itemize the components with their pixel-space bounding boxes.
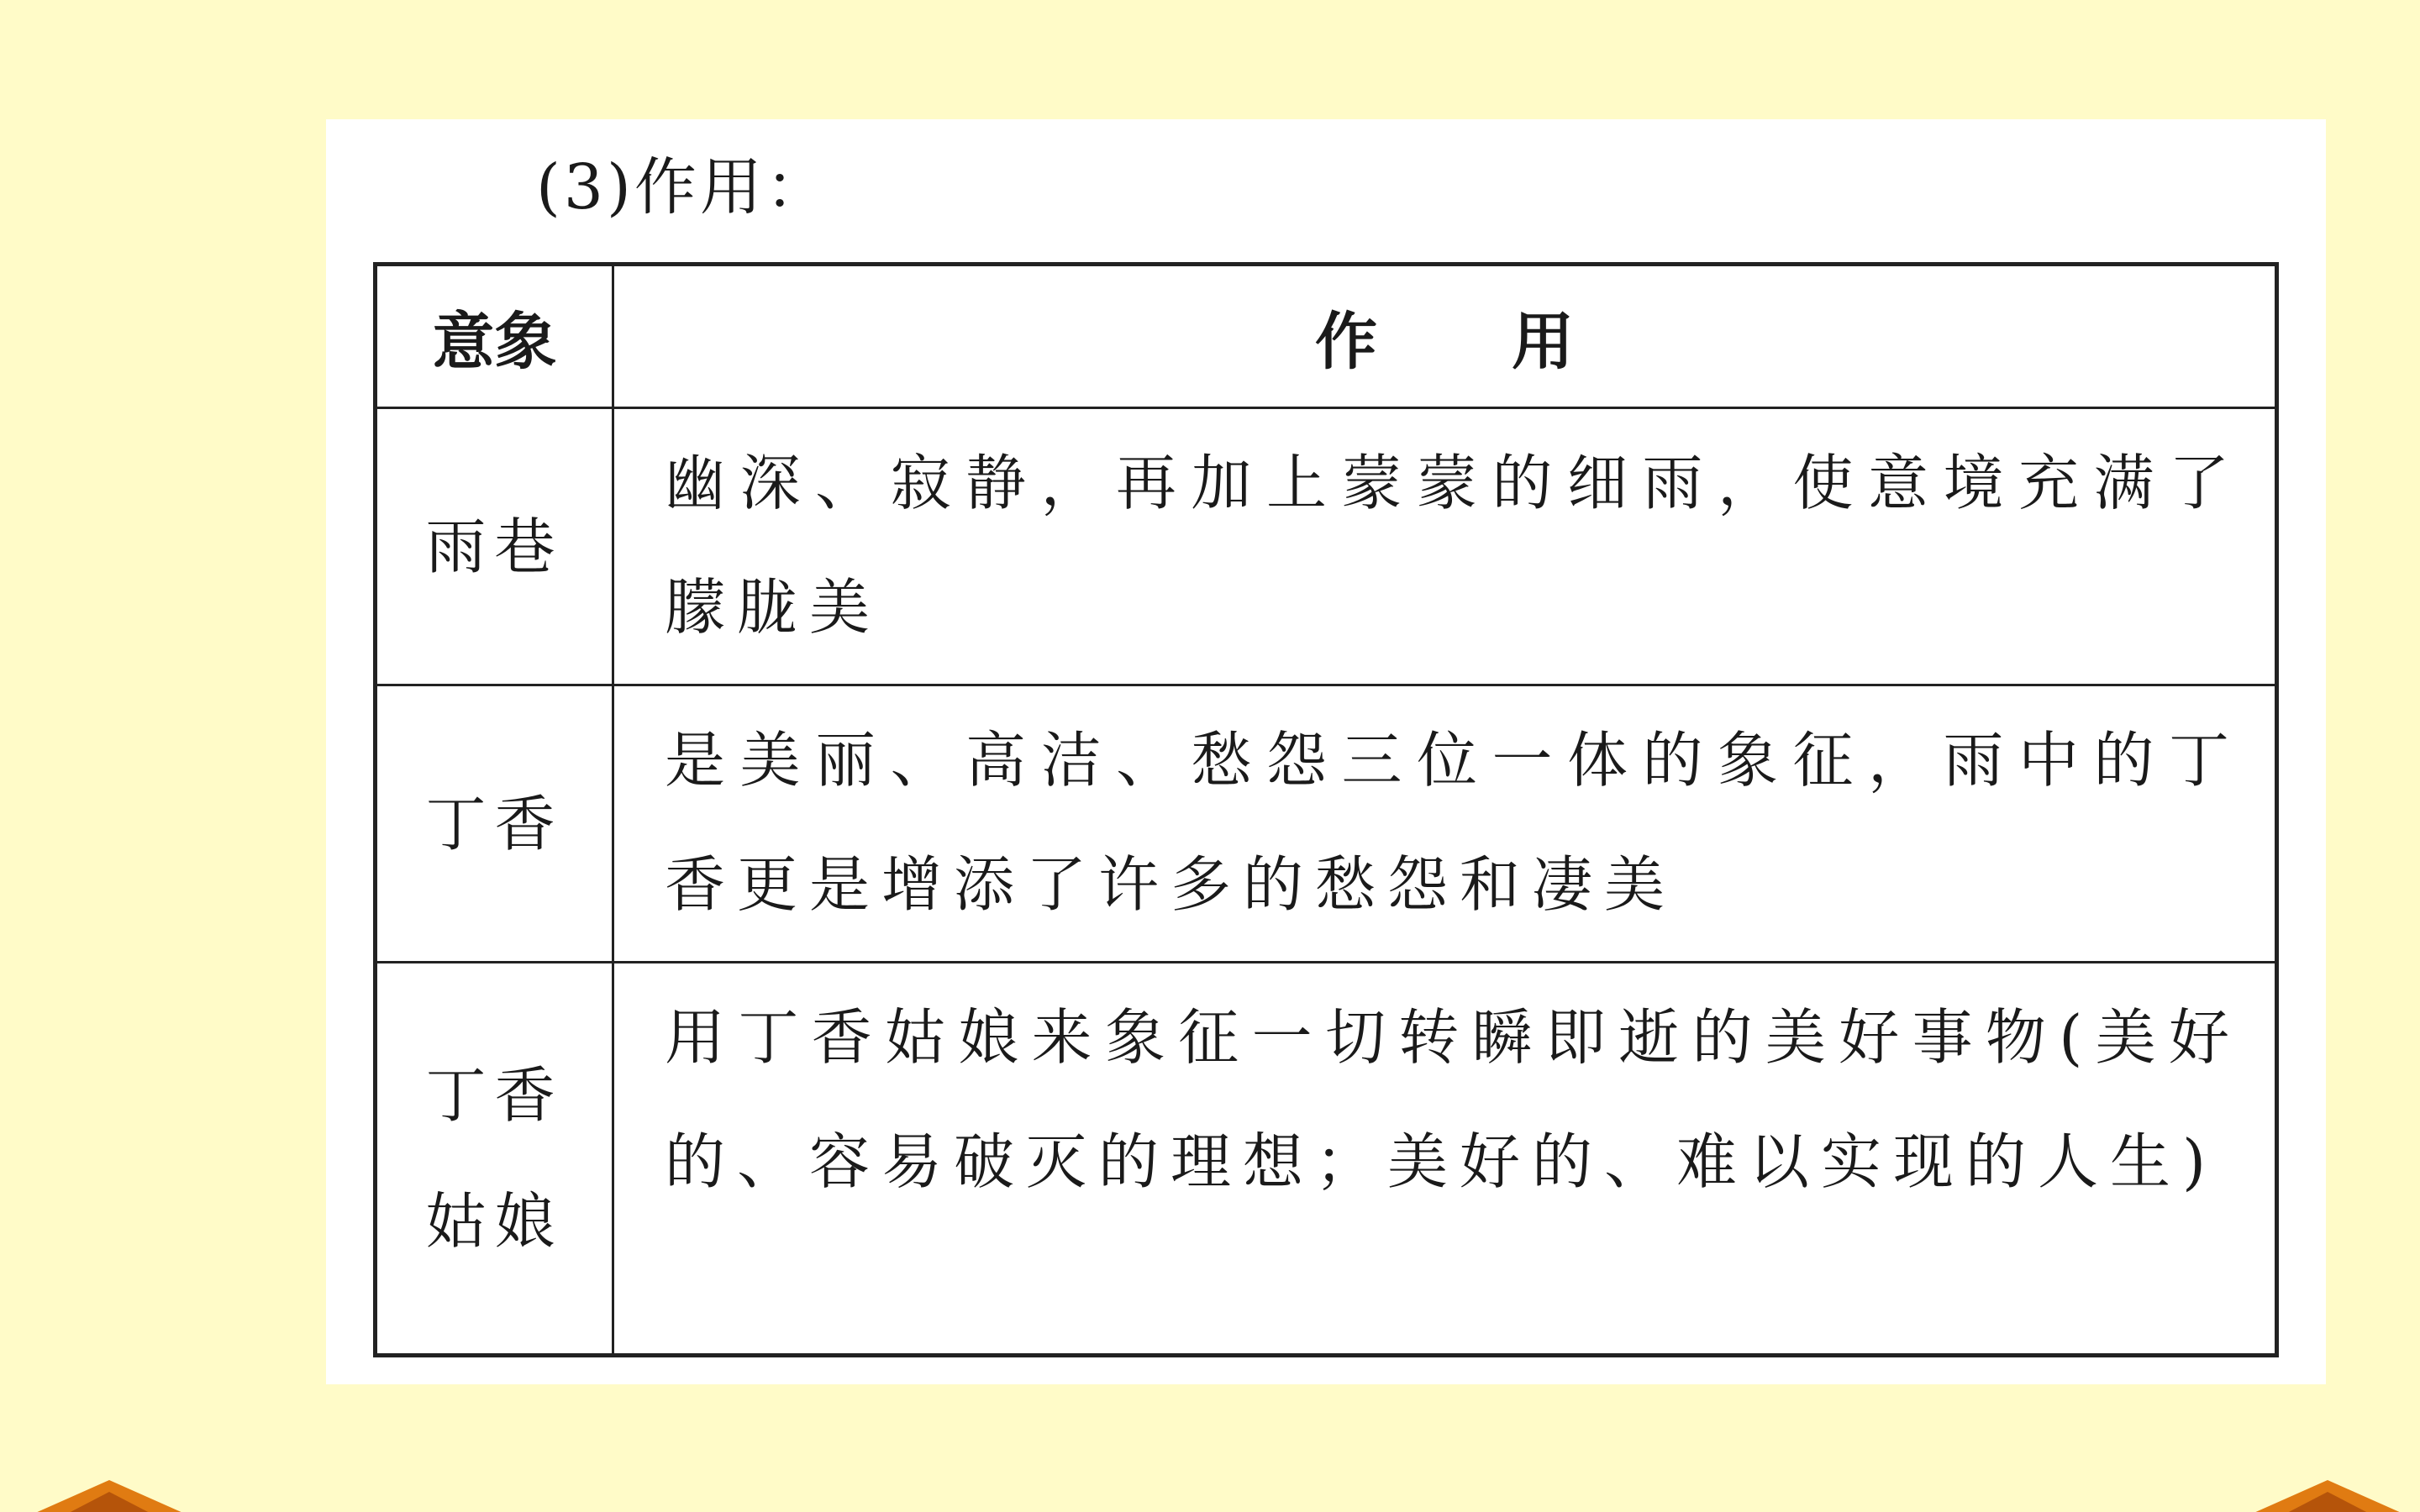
row-2-effect: 是美丽、高洁、愁怨三位一体的象征，雨中的丁香更是增添了许多的愁怨和凄美 bbox=[614, 686, 2275, 963]
row-1-effect: 幽深、寂静，再加上蒙蒙的细雨，使意境充满了朦胧美 bbox=[614, 409, 2275, 686]
row-1-imagery: 雨巷 bbox=[377, 409, 614, 686]
imagery-table bbox=[373, 262, 2279, 1357]
content-card bbox=[326, 119, 2326, 1384]
section-heading: (3)作用： bbox=[536, 151, 831, 223]
row-2-imagery: 丁香 bbox=[377, 686, 614, 963]
row-3-imagery: 丁香姑娘 bbox=[377, 963, 614, 1353]
prev-arrow-shade bbox=[67, 1492, 151, 1512]
next-arrow-shade bbox=[2286, 1492, 2370, 1512]
header-effect: 作用 bbox=[614, 266, 2275, 409]
next-arrow-icon[interactable] bbox=[2252, 1480, 2403, 1512]
row-3-effect: 用丁香姑娘来象征一切转瞬即逝的美好事物(美好的、容易破灭的理想；美好的、难以实现的人生) bbox=[665, 1002, 2241, 1197]
prev-arrow-icon[interactable] bbox=[34, 1480, 185, 1512]
header-imagery: 意象 bbox=[377, 266, 614, 409]
